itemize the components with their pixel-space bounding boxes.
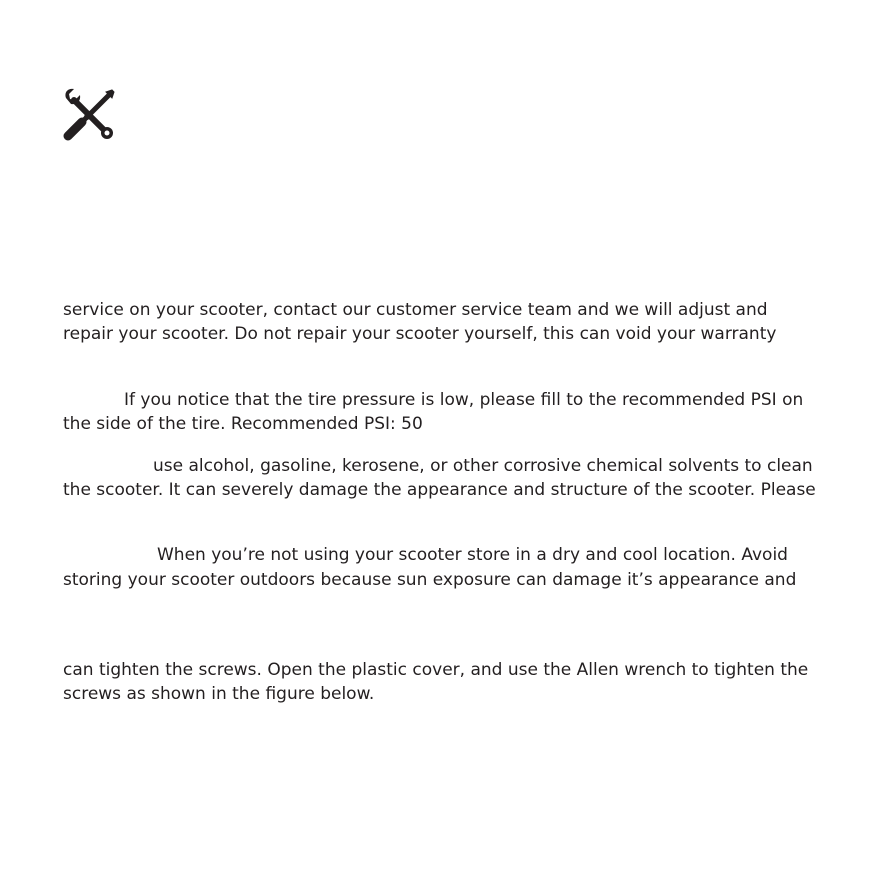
- text-line: When you’re not using your scooter store in a dry and cool location. Avoid: [157, 545, 788, 565]
- text-line: screws as shown in the figure below.: [63, 684, 375, 704]
- tools-icon: [62, 88, 116, 142]
- text-line: If you notice that the tire pressure is low, please fill to the recommended PSI on: [124, 390, 804, 410]
- text-line: service on your scooter, contact our customer service team and we will adjust and: [63, 300, 768, 320]
- text-line: repair your scooter. Do not repair your scooter yourself, this can void your warranty: [63, 324, 777, 344]
- text-line: the scooter. It can severely damage the appearance and structure of the scooter. Please: [63, 480, 816, 500]
- text-line: storing your scooter outdoors because sun exposure can damage it’s appearance and: [63, 570, 797, 590]
- text-line: use alcohol, gasoline, kerosene, or other corrosive chemical solvents to clean: [153, 456, 813, 476]
- text-line: can tighten the screws. Open the plastic cover, and use the Allen wrench to tighten the: [63, 660, 809, 680]
- text-line: the side of the tire. Recommended PSI: 50: [63, 414, 423, 434]
